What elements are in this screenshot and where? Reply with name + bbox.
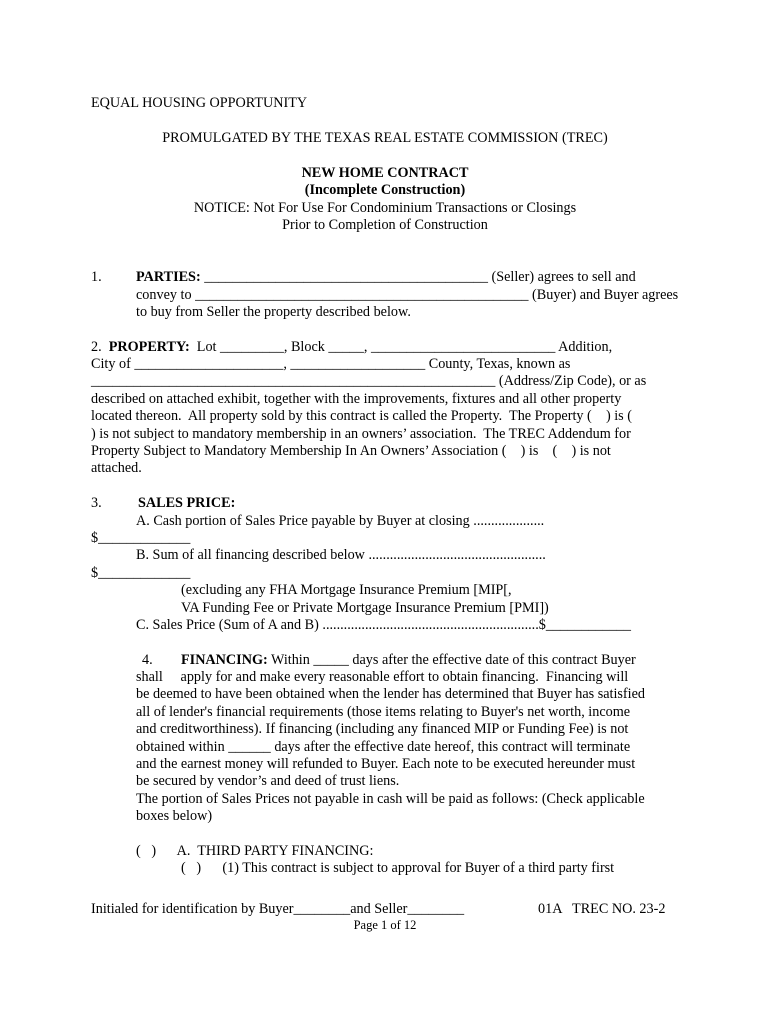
seller-field-text: ________________________________________ (Seller) agrees to sell and bbox=[200, 269, 636, 285]
property-heading: PROPERTY: bbox=[108, 339, 190, 355]
property-line-7: Property Subject to Mandatory Membership In An Owners’ Association ( ) is ( ) is not bbox=[91, 443, 611, 459]
sales-price-a: A. Cash portion of Sales Price payable by Buyer at closing .................... bbox=[136, 513, 545, 529]
financing-line-7: and the earnest money will refunded to Buyer. Each note to be executed hereunder must bbox=[136, 756, 636, 772]
equal-housing-notice: EQUAL HOUSING OPPORTUNITY bbox=[91, 95, 308, 111]
financing-line-3: be deemed to have been obtained when the lender has determined that Buyer has satisfied bbox=[136, 686, 645, 702]
financing-line-1 bbox=[181, 652, 636, 669]
sales-price-c: C. Sales Price (Sum of A and B) .............................................................$____________ bbox=[136, 617, 631, 633]
section-number: 3. bbox=[91, 495, 102, 511]
third-party-financing-checkbox[interactable]: ( ) A. THIRD PARTY FINANCING: bbox=[136, 843, 374, 859]
property-line-1 bbox=[91, 339, 612, 356]
page-number: Page 1 of 12 bbox=[353, 918, 417, 932]
financing-line-2: shall apply for and make every reasonable effort to obtain financing. Financing will bbox=[136, 669, 629, 685]
section-number: 1. bbox=[91, 269, 102, 285]
parties-heading: PARTIES: bbox=[136, 269, 201, 285]
sales-price-a-amount: $_____________ bbox=[91, 530, 191, 546]
financing-days-text: Within _____ days after the effective date of this contract Buyer bbox=[267, 652, 636, 668]
document-title: NEW HOME CONTRACT bbox=[301, 165, 469, 181]
initials-line: Initialed for identification by Buyer________and Seller________ bbox=[91, 901, 465, 917]
financing-line-5: and creditworthiness). If financing (including any financed MIP or Funding Fee) is not bbox=[136, 721, 629, 737]
sales-price-b: B. Sum of all financing described below .................................................. bbox=[136, 547, 546, 563]
property-line-5: located thereon. All property sold by this contract is called the Property. The Property ( ) is ( bbox=[91, 408, 632, 424]
document-subtitle: (Incomplete Construction) bbox=[304, 182, 466, 198]
property-line-3: _________________________________________________________ (Address/Zip Code), or as bbox=[91, 373, 647, 389]
property-line-6: ) is not subject to mandatory membership in an owners’ association. The TREC Addendum for bbox=[91, 426, 631, 442]
form-number: 01A TREC NO. 23-2 bbox=[538, 901, 666, 917]
financing-line-9: The portion of Sales Prices not payable in cash will be paid as follows: (Check applicable bbox=[136, 791, 645, 807]
third-party-first-lien-checkbox[interactable]: ( ) (1) This contract is subject to approval for Buyer of a third party first bbox=[181, 860, 615, 876]
financing-line-8: be secured by vendor’s and deed of trust liens. bbox=[136, 773, 400, 789]
financing-heading: FINANCING: bbox=[181, 652, 268, 668]
sales-price-b-amount: $_____________ bbox=[91, 565, 191, 581]
financing-line-4: all of lender's financial requirements (those items relating to Buyer's net worth, income bbox=[136, 704, 631, 720]
promulgated-line: PROMULGATED BY THE TEXAS REAL ESTATE COMMISSION (TREC) bbox=[162, 130, 608, 146]
parties-line-3: to buy from Seller the property described below. bbox=[136, 304, 411, 320]
parties-line-2: convey to _______________________________________________ (Buyer) and Buyer agrees bbox=[136, 287, 679, 303]
financing-line-10: boxes below) bbox=[136, 808, 213, 824]
notice-line-2: Prior to Completion of Construction bbox=[282, 217, 488, 233]
section-number: 2. bbox=[91, 339, 102, 355]
property-line-4: described on attached exhibit, together with the improvements, fixtures and all other property bbox=[91, 391, 622, 407]
financing-line-6: obtained within ______ days after the effective date hereof, this contract will terminate bbox=[136, 739, 631, 755]
notice-line-1: NOTICE: Not For Use For Condominium Transactions or Closings bbox=[193, 200, 577, 216]
parties-line-1 bbox=[136, 269, 636, 286]
sales-price-b-note-1: (excluding any FHA Mortgage Insurance Premium [MIP[, bbox=[181, 582, 512, 598]
property-line-2: City of _____________________, ___________________ County, Texas, known as bbox=[91, 356, 571, 372]
property-line-8: attached. bbox=[91, 460, 142, 476]
lot-block-text: Lot _________, Block _____, __________________________ Addition, bbox=[189, 339, 613, 355]
sales-price-heading: SALES PRICE: bbox=[138, 495, 236, 511]
section-number: 4. bbox=[142, 652, 153, 668]
sales-price-b-note-2: VA Funding Fee or Private Mortgage Insurance Premium [PMI]) bbox=[181, 600, 549, 616]
